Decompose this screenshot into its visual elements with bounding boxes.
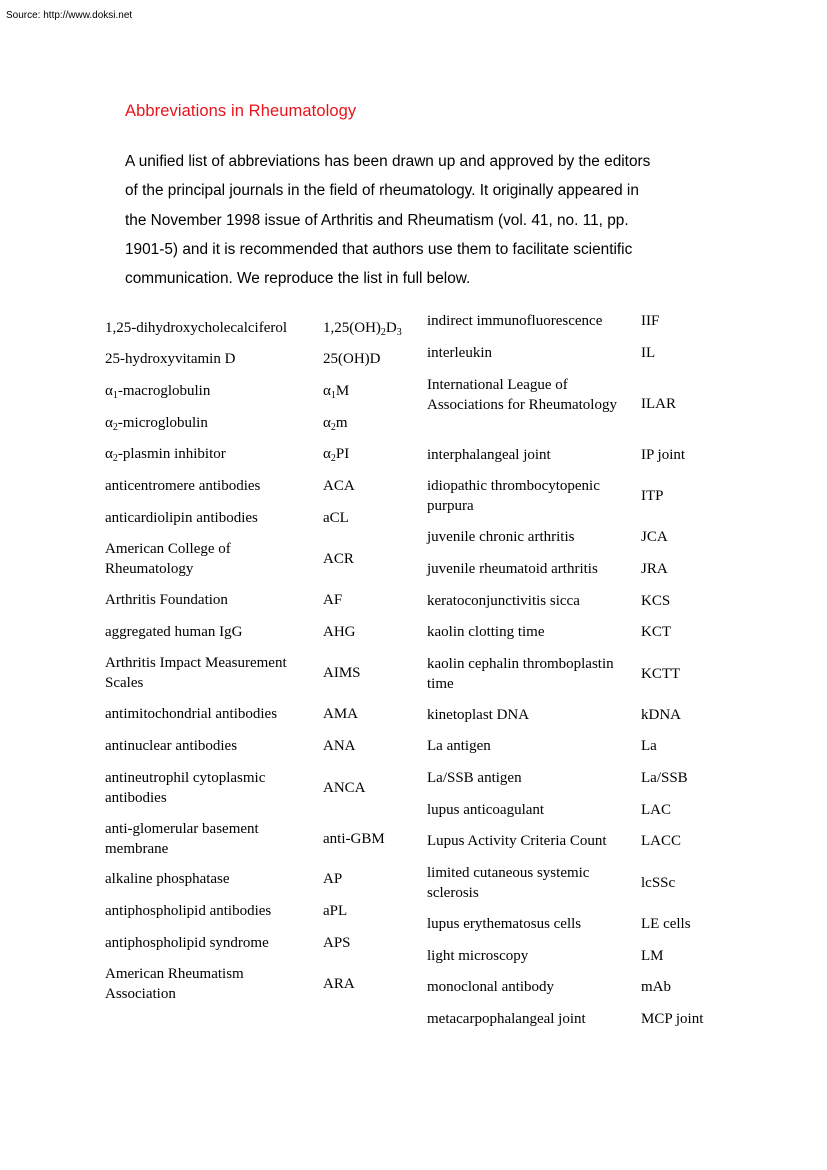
- intro-line: the November 1998 issue of Arthritis and Rheumatism (vol. 41, no. 11, pp.: [125, 211, 629, 229]
- term: Arthritis Foundation: [105, 592, 228, 608]
- term: $\alpha_1$-macroglobulin: [105, 383, 211, 401]
- term: monoclonal antibody: [427, 979, 555, 995]
- abbreviation: IL: [641, 345, 656, 361]
- abbreviation: ACR: [323, 551, 354, 567]
- page-title: Abbreviations in Rheumatology: [125, 102, 357, 120]
- term: $\alpha_2$-plasmin inhibitor: [105, 446, 226, 464]
- abbreviation: LACC: [641, 833, 682, 849]
- term: interleukin: [427, 345, 492, 361]
- term: kaolin clotting time: [427, 624, 545, 640]
- abbreviation: aPL: [323, 903, 348, 919]
- abbreviation: kDNA: [641, 707, 681, 723]
- abbreviation: AP: [323, 871, 343, 887]
- term: alkaline phosphatase: [105, 871, 230, 887]
- abbreviation: KCS: [641, 593, 671, 609]
- term: American College of Rheumatology: [105, 541, 231, 577]
- term: anticardiolipin antibodies: [105, 510, 258, 526]
- abbreviation: MCP joint: [641, 1011, 704, 1027]
- term: anti-glomerular basement membrane: [105, 821, 259, 857]
- term: limited cutaneous systemic sclerosis: [427, 865, 590, 901]
- abbreviation: $\alpha_1M$: [323, 383, 350, 401]
- abbreviation: AIMS: [323, 665, 361, 681]
- intro-line: of the principal journals in the field of rheumatology. It originally appeared in: [125, 182, 639, 200]
- abbreviation: $\alpha_2m$: [323, 415, 348, 433]
- term: aggregated human IgG: [105, 624, 243, 640]
- intro-paragraph: [125, 147, 715, 293]
- abbreviation: ARA: [323, 976, 355, 992]
- term: kaolin cephalin thromboplastin time: [427, 656, 614, 692]
- term: light microscopy: [427, 948, 529, 964]
- abbreviation: IIF: [641, 313, 660, 329]
- abbreviation: LE cells: [641, 916, 691, 932]
- abbreviation: APS: [323, 935, 351, 951]
- abbreviation: JRA: [641, 561, 668, 577]
- abbreviation: mAb: [641, 979, 671, 995]
- abbreviation: La/SSB: [641, 770, 688, 786]
- term: antiphospholipid syndrome: [105, 935, 269, 951]
- term: 25-hydroxyvitamin D: [105, 351, 236, 367]
- abbreviation: LAC: [641, 802, 671, 818]
- abbreviation: ANCA: [323, 780, 366, 796]
- abbreviation: $\alpha_2PI$: [323, 446, 350, 464]
- abbreviation: AMA: [323, 706, 359, 722]
- term: $\alpha_2$-microglobulin: [105, 415, 208, 433]
- term: keratoconjunctivitis sicca: [427, 593, 580, 609]
- abbreviation: 25(OH)D: [323, 351, 381, 367]
- term: Lupus Activity Criteria Count: [427, 833, 607, 849]
- term: antimitochondrial antibodies: [105, 706, 278, 722]
- abbreviation: JCA: [641, 529, 668, 545]
- term: anticentromere antibodies: [105, 478, 261, 494]
- term: La/SSB antigen: [427, 770, 522, 786]
- abbreviation: anti-GBM: [323, 831, 385, 847]
- abbreviation: ANA: [323, 738, 356, 754]
- term: indirect immunofluorescence: [427, 313, 603, 329]
- term: lupus anticoagulant: [427, 802, 545, 818]
- term: La antigen: [427, 738, 491, 754]
- term: metacarpophalangeal joint: [427, 1011, 586, 1027]
- intro-line: 1901-5) and it is recommended that authors use them to facilitate scientific: [125, 240, 633, 258]
- term: American Rheumatism Association: [105, 966, 244, 1002]
- abbreviation: $1,25(OH)_2D_3$: [323, 320, 402, 338]
- abbreviation: aCL: [323, 510, 349, 526]
- term: 1,25-dihydroxycholecalciferol: [105, 320, 288, 336]
- term: interphalangeal joint: [427, 447, 551, 463]
- abbreviation: ACA: [323, 478, 355, 494]
- term: juvenile chronic arthritis: [427, 529, 575, 545]
- term: Arthritis Impact Measurement Scales: [105, 655, 287, 691]
- term: International League of Associations for Rheumatology: [427, 377, 617, 413]
- abbreviation: AHG: [323, 624, 356, 640]
- term: lupus erythematosus cells: [427, 916, 582, 932]
- intro-line: A unified list of abbreviations has been drawn up and approved by the editors: [125, 153, 651, 170]
- source-label: Source: http://www.doksi.net: [6, 10, 133, 21]
- abbreviation: AF: [323, 592, 343, 608]
- term: antineutrophil cytoplasmic antibodies: [105, 770, 266, 806]
- intro-line: communication. We reproduce the list in full below.: [125, 270, 471, 288]
- term: idiopathic thrombocytopenic purpura: [427, 478, 600, 514]
- term: antinuclear antibodies: [105, 738, 238, 754]
- abbreviation: lcSSc: [641, 875, 676, 891]
- abbreviation: La: [641, 738, 657, 754]
- abbreviation: KCTT: [641, 666, 681, 682]
- term: antiphospholipid antibodies: [105, 903, 272, 919]
- abbreviation: ITP: [641, 488, 664, 504]
- abbreviation: ILAR: [641, 396, 676, 412]
- abbreviation: KCT: [641, 624, 671, 640]
- abbreviation: LM: [641, 948, 664, 964]
- abbreviation: IP joint: [641, 447, 686, 463]
- term: juvenile rheumatoid arthritis: [427, 561, 598, 577]
- term: kinetoplast DNA: [427, 707, 530, 723]
